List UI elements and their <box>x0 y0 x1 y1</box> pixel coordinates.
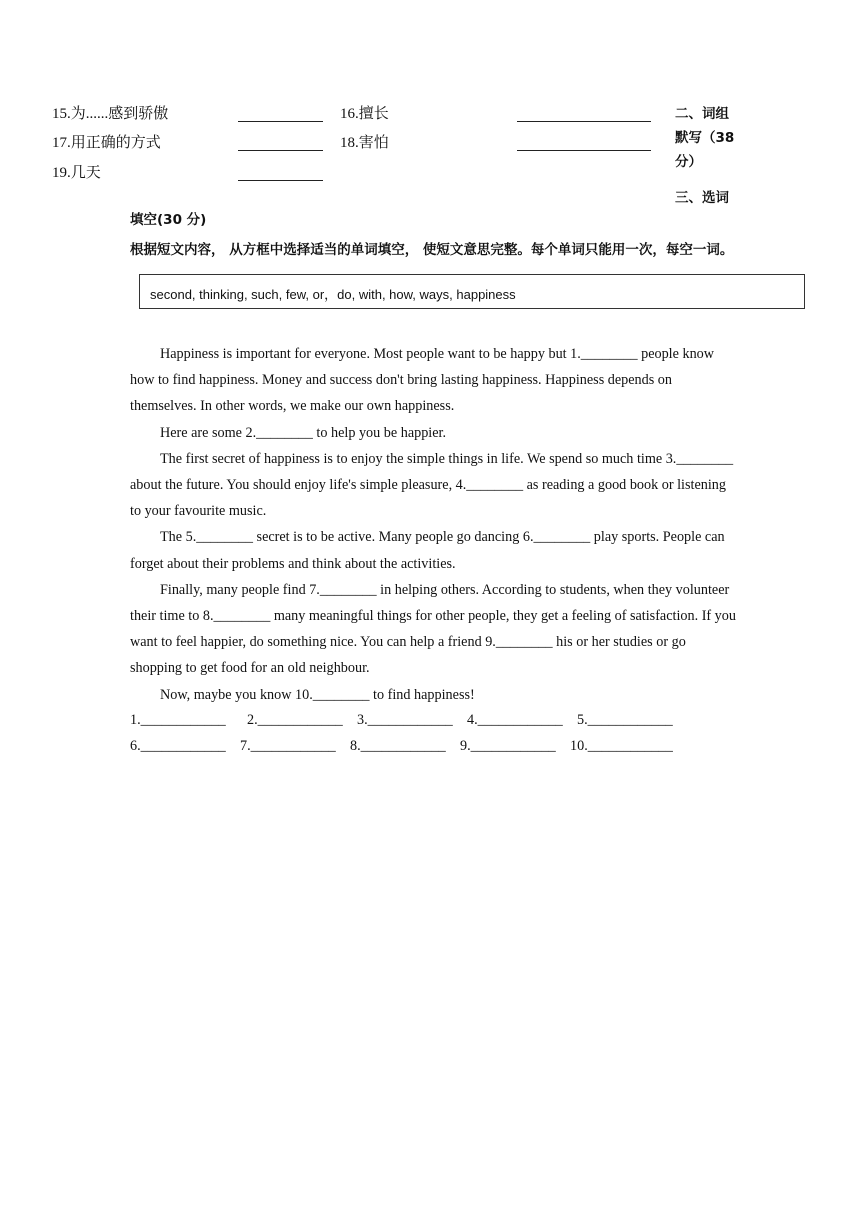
section2-heading-line3: 分） <box>675 154 702 170</box>
answer-4[interactable]: 4.____________ <box>467 712 563 728</box>
answer-3[interactable]: 3.____________ <box>357 712 453 728</box>
answer-blank-17[interactable] <box>238 150 323 151</box>
answer-7[interactable]: 7.____________ <box>240 738 336 754</box>
answer-blank-15[interactable] <box>238 121 323 122</box>
answer-blank-18[interactable] <box>517 150 651 151</box>
word-box-list: second, thinking, such, few, or，do, with, how, ways, happiness <box>150 287 516 302</box>
passage-paragraph: The 5.________ secret is to be active. Many people go dancing 6.________ play sports. People can forget about their problems and think about the activities. <box>130 529 725 572</box>
passage <box>130 341 740 708</box>
phrase-item-17: 17.用正确的方式 <box>52 135 161 151</box>
answer-2[interactable]: 2.____________ <box>247 712 343 728</box>
passage-paragraph: The first secret of happiness is to enjoy the simple things in life. We spend so much time 3.________ about the future. You should enjoy life's simple pleasure, 4.________ as reading a good book or listening to your favourite music. <box>130 450 734 520</box>
instruction-text: 根据短文内容， 从方框中选择适当的单词填空， 使短文意思完整。每个单词只能用一次，每空一词。 <box>130 242 734 258</box>
section3-heading-line2: 填空(30 分) <box>130 212 207 228</box>
passage-paragraph: Here are some 2.________ to help you be happier. <box>160 424 447 441</box>
section2-heading-line1: 二、词组 <box>675 106 729 122</box>
word-box <box>139 274 805 309</box>
answer-10[interactable]: 10.____________ <box>570 738 673 754</box>
passage-paragraph: Finally, many people find 7.________ in helping others. According to students, when they volunteer their time to 8.________ many meaningful things for other people, they get a feeling of satisfaction. If you want to feel happier, do something nice. You can help a friend 9.________ his or her studies or go shopping to get food for an old neighbour. <box>130 581 736 677</box>
phrase-item-16: 16.擅长 <box>340 106 389 122</box>
answer-blank-19[interactable] <box>238 180 323 181</box>
answer-8[interactable]: 8.____________ <box>350 738 446 754</box>
phrase-item-19: 19.几天 <box>52 165 101 181</box>
answer-9[interactable]: 9.____________ <box>460 738 556 754</box>
section2-heading-line2: 默写（38 <box>675 130 735 146</box>
passage-paragraph: Happiness is important for everyone. Most people want to be happy but 1.________ people know how to find happiness. Money and success don't bring lasting happiness. Happiness depends on themselves. In other words, we make our own happiness. <box>130 346 714 415</box>
answer-1[interactable]: 1.____________ <box>130 712 226 728</box>
passage-paragraph: Now, maybe you know 10.________ to find happiness! <box>160 686 475 703</box>
phrase-item-18: 18.害怕 <box>340 135 389 151</box>
phrase-item-15: 15.为......感到骄傲 <box>52 106 169 122</box>
answer-6[interactable]: 6.____________ <box>130 738 226 754</box>
section3-heading-line1: 三、选词 <box>675 190 729 206</box>
answer-5[interactable]: 5.____________ <box>577 712 673 728</box>
answer-blank-16[interactable] <box>517 121 651 122</box>
